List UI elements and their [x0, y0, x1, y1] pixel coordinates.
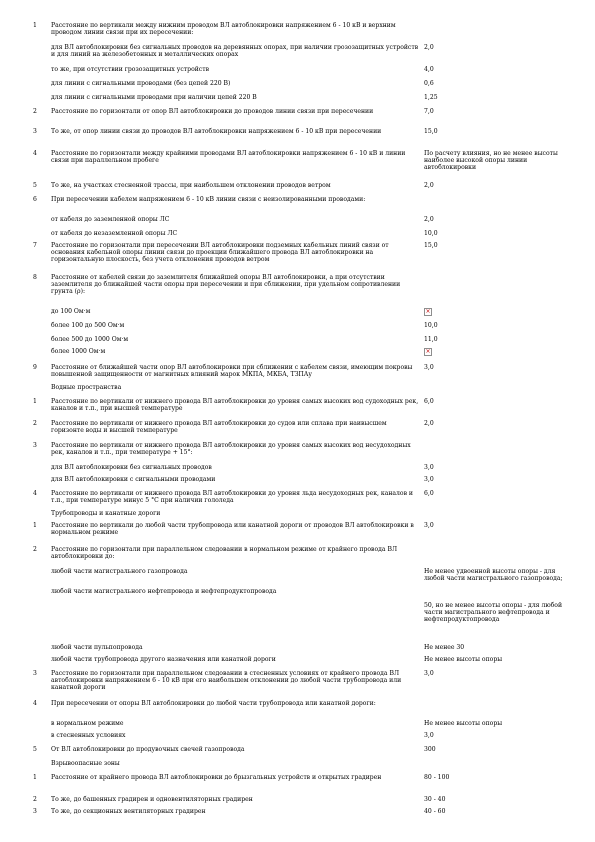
row-description: От ВЛ автоблокировки до продувочных свечей газопровода	[51, 746, 245, 753]
row-description: для ВЛ автоблокировки без сигнальных проводов на деревянных опорах, при наличии грозозащитных устройств и для линий на железобетонных и металлических опорах	[51, 44, 419, 58]
row-value	[424, 348, 574, 356]
row-value: Не менее 30	[424, 644, 465, 651]
row-value: 15,0	[424, 128, 438, 135]
row-description: Расстояние по вертикали от нижнего провода ВЛ автоблокировки до уровня самых высоких вод несудоходных рек, каналов и т.п., при температуре + 15°:	[51, 442, 411, 456]
row-number: 1	[33, 522, 37, 529]
row-value: 2,0	[424, 420, 434, 427]
row-value: 7,0	[424, 108, 434, 115]
row-description: Водные пространства	[51, 384, 122, 391]
row-value: 1,25	[424, 94, 438, 101]
row-description: Расстояние по вертикали между нижним проводом ВЛ автоблокировки напряжением 6 - 10 кВ и верхним проводом линии связи при их пересечении:	[51, 22, 396, 36]
row-number: 5	[33, 182, 37, 189]
row-number: 8	[33, 274, 37, 281]
row-value: Не менее высоты опоры	[424, 720, 503, 727]
row-number: 1	[33, 398, 37, 405]
row-number: 9	[33, 364, 37, 371]
row-number: 4	[33, 490, 37, 497]
row-number: 2	[33, 108, 37, 115]
row-description: Расстояние по горизонтали при параллельном следовании в стесненных условиях от крайнего провода ВЛ автоблокировки напряжением 6 - 10 кВ при его наибольшем отклонении до любой части трубопровода или канатной дороги	[51, 670, 402, 691]
row-value: По расчету влияния, но не менее высоты наиболее высокой опоры линии автоблокировки	[424, 150, 558, 171]
row-description: То же, от опор линии связи до проводов ВЛ автоблокировки напряжением 6 - 10 кВ при пересечении	[51, 128, 382, 135]
row-description: от кабеля до незаземленной опоры ЛС	[51, 230, 178, 237]
row-description: При пересечении кабелем напряжением 6 - 10 кВ линии связи с неизолированными проводами:	[51, 196, 366, 203]
row-number: 3	[33, 808, 37, 815]
row-value: 50, но не менее высоты опоры - для любой части магистрального нефтепровода и нефтепродуктопровода	[424, 602, 563, 623]
row-value: 40 - 60	[424, 808, 446, 815]
row-number: 1	[33, 22, 37, 29]
row-value: 3,0	[424, 476, 434, 483]
row-description: То же, до секционных вентиляторных градирен	[51, 808, 206, 815]
row-description: в стесненных условиях	[51, 732, 126, 739]
row-description: до 100 Ом·м	[51, 308, 91, 315]
row-value	[424, 308, 574, 316]
row-value: 30 - 40	[424, 796, 446, 803]
row-number: 4	[33, 700, 37, 707]
row-number: 3	[33, 128, 37, 135]
row-number: 7	[33, 242, 37, 249]
row-value: 15,0	[424, 242, 438, 249]
row-description: Трубопроводы и канатные дороги	[51, 510, 161, 517]
row-description: для ВЛ автоблокировки без сигнальных проводов	[51, 464, 212, 471]
row-description: Взрывоопасные зоны	[51, 760, 120, 767]
row-value: 6,0	[424, 490, 434, 497]
row-value: 2,0	[424, 182, 434, 189]
row-description: Расстояние по вертикали от нижнего провода ВЛ автоблокировки до уровня самых высоких вод судоходных рек, каналов и т.п., при высшей температуре	[51, 398, 419, 412]
row-description: Расстояние по горизонтали при параллельном следовании в нормальном режиме от крайнего провода ВЛ автоблокировки до:	[51, 546, 398, 560]
row-description: более 1000 Ом·м	[51, 348, 106, 355]
row-value: 300	[424, 746, 436, 753]
row-description: Расстояние по горизонтали от опор ВЛ автоблокировки до проводов линии связи при пересечении	[51, 108, 374, 115]
row-description: любой части магистрального нефтепровода и нефтепродуктопровода	[51, 588, 277, 595]
row-value: 3,0	[424, 364, 434, 371]
row-description: любой части трубопровода другого назначения или канатной дороги	[51, 656, 276, 663]
row-value: Не менее высоты опоры	[424, 656, 503, 663]
row-value: 2,0	[424, 216, 434, 223]
row-description: для ВЛ автоблокировки с сигнальными проводами	[51, 476, 216, 483]
row-description: При пересечении от опоры ВЛ автоблокировки до любой части трубопровода или канатной дороги:	[51, 700, 376, 707]
row-description: Расстояние по горизонтали между крайними проводами ВЛ автоблокировки напряжением 6 - 10 кВ и линии связи при параллельном пробеге	[51, 150, 406, 164]
row-description: Расстояние по вертикали до любой части трубопровода или канатной дороги от проводов ВЛ автоблокировки в нормальном режиме	[51, 522, 414, 536]
row-description: Расстояние по вертикали от нижнего провода ВЛ автоблокировки до уровня льда несудоходных рек, каналов и т.п., при температуре минус 5 °С при наличии гололеда	[51, 490, 413, 504]
row-description: для линии с сигнальными проводами (без цепей 220 В)	[51, 80, 231, 87]
row-value: 3,0	[424, 522, 434, 529]
broken-image-icon: ×	[425, 308, 431, 315]
row-number: 5	[33, 746, 37, 753]
row-value: 6,0	[424, 398, 434, 405]
row-value: 4,0	[424, 66, 434, 73]
row-value: 0,6	[424, 80, 434, 87]
row-number: 1	[33, 774, 37, 781]
row-description: для линии с сигнальными проводами при наличии цепей 220 В	[51, 94, 257, 101]
row-description: Расстояние от ближайшей части опор ВЛ автоблокировки при сближении с кабелем связи, имеющим покровы повышенной защищенности от магнитных влияний марок МКПА, МКБА, ТЗПАу	[51, 364, 413, 378]
row-description: Расстояние от крайнего провода ВЛ автоблокировки до брызгальных устройств и открытых градирен	[51, 774, 382, 781]
row-description: Расстояние по вертикали от нижнего провода ВЛ автоблокировки до судов или сплава при наивысшем горизонте воды и высшей температуре	[51, 420, 387, 434]
row-value: 2,0	[424, 44, 434, 51]
row-description: Расстояние по горизонтали при пересечении ВЛ автоблокировки подземных кабельных линий связи от основания кабельной опоры линии связи до проекции ближайшего провода ВЛ автоблокировки на горизонтальную плоскость, без учета отклонения проводов ветром	[51, 242, 389, 263]
row-description: более 100 до 500 Ом·м	[51, 322, 125, 329]
row-number: 3	[33, 442, 37, 449]
row-number: 2	[33, 420, 37, 427]
row-value: 3,0	[424, 670, 434, 677]
row-description: Расстояние от кабелей связи до заземлителя ближайшей опоры ВЛ автоблокировки, а при отсутствии заземлителя до ближайшей части опоры при пересечении и при сближении, при удельном сопротивлении грунта (ρ):	[51, 274, 401, 295]
row-value: 10,0	[424, 322, 438, 329]
row-number: 4	[33, 150, 37, 157]
row-number: 6	[33, 196, 37, 203]
row-description: любой части магистрального газопровода	[51, 568, 188, 575]
row-number: 2	[33, 796, 37, 803]
row-description: То же, на участках стесненной трассы, при наибольшем отклонении проводов ветром	[51, 182, 331, 189]
row-number: 2	[33, 546, 37, 553]
row-value: Не менее удвоенной высоты опоры - для любой части магистрального газопровода;	[424, 568, 563, 582]
row-value: 3,0	[424, 732, 434, 739]
broken-image-icon: ×	[425, 348, 431, 355]
row-description: более 500 до 1000 Ом·м	[51, 336, 129, 343]
row-description: То же, до башенных градирен и одновентиляторных градирен	[51, 796, 253, 803]
row-value: 3,0	[424, 464, 434, 471]
row-number: 3	[33, 670, 37, 677]
row-value: 11,0	[424, 336, 438, 343]
row-description: от кабеля до заземленной опоры ЛС	[51, 216, 170, 223]
row-value: 10,0	[424, 230, 438, 237]
row-description: любой части пульпопровода	[51, 644, 143, 651]
row-description: то же, при отсутствии грозозащитных устройств	[51, 66, 210, 73]
row-description: в нормальном режиме	[51, 720, 124, 727]
row-value: 80 - 100	[424, 774, 450, 781]
